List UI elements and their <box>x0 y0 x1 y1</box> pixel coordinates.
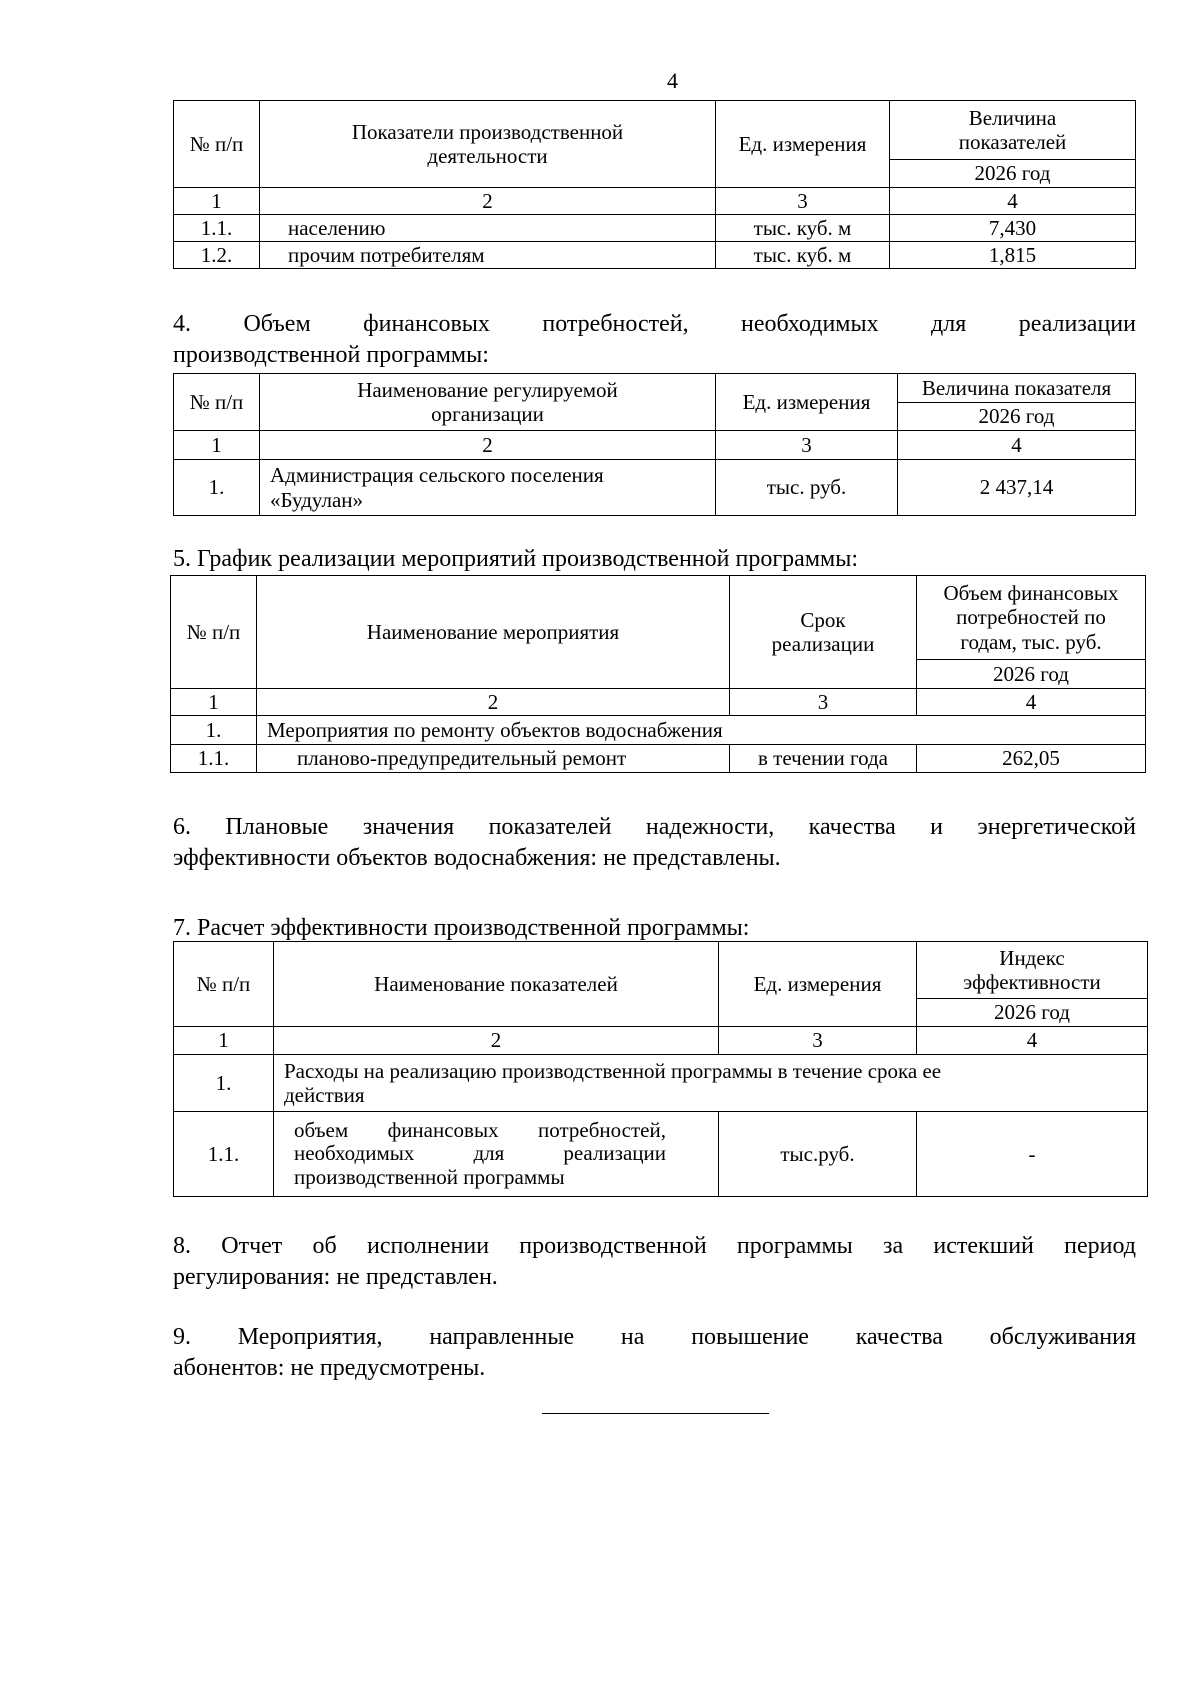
header-num: № п/п <box>174 942 274 1027</box>
column-number-row <box>174 431 1136 460</box>
header-unit: Ед. измерения <box>719 942 917 1027</box>
col-number: 4 <box>898 431 1136 460</box>
row-num: 1.2. <box>174 242 260 269</box>
header-name: Наименование мероприятия <box>257 576 730 689</box>
row-value: 2 437,14 <box>898 460 1136 516</box>
row-value: - <box>917 1112 1148 1197</box>
col-number: 3 <box>716 188 890 215</box>
col-number: 1 <box>174 1027 274 1055</box>
group-name: Мероприятия по ремонту объектов водоснабжения <box>257 716 1146 745</box>
row-unit: тыс.руб. <box>719 1112 917 1197</box>
col-number: 3 <box>730 689 917 716</box>
row-org-line1: Администрация сельского поселения <box>270 463 604 488</box>
column-number-row <box>171 689 1146 716</box>
section9-line1: 9. Мероприятия, направленные на повышение качества обслуживания <box>173 1324 1136 1350</box>
group-num: 1. <box>171 716 257 745</box>
col-number: 2 <box>260 188 716 215</box>
section6-text <box>173 812 1136 874</box>
row-num: 1.1. <box>174 1112 274 1197</box>
row-num: 1. <box>174 460 260 516</box>
header-num: № п/п <box>174 374 260 431</box>
header-name: Наименование показателей <box>274 942 719 1027</box>
table-row <box>174 242 1136 269</box>
header-value: Величина показателя <box>898 374 1136 403</box>
col-number: 4 <box>917 1027 1148 1055</box>
table-row <box>171 745 1146 773</box>
row-name: прочим потребителям <box>260 242 716 269</box>
row-name-line3: производственной программы <box>294 1164 565 1189</box>
row-num: 1.1. <box>174 215 260 242</box>
section5-heading: 5. График реализации мероприятий производственной программы: <box>173 546 858 572</box>
header-unit: Ед. измерения <box>716 374 898 431</box>
section4-heading-line2: производственной программы: <box>173 342 489 368</box>
production-indicators-table <box>173 100 1136 269</box>
header-value-line2: потребностей по <box>956 605 1106 630</box>
header-index <box>917 942 1148 999</box>
group-row <box>174 1055 1148 1112</box>
section8-line2: регулирования: не представлен. <box>173 1264 498 1290</box>
row-name: населению <box>260 215 716 242</box>
table-row <box>174 460 1136 516</box>
column-number-row <box>174 188 1136 215</box>
row-name <box>274 1112 719 1197</box>
header-year: 2026 год <box>917 660 1146 689</box>
section9-line2: абонентов: не предусмотрены. <box>173 1355 486 1381</box>
header-num: № п/п <box>171 576 257 689</box>
section6-line2: эффективности объектов водоснабжения: не представлены. <box>173 845 781 871</box>
section8-text <box>173 1231 1136 1293</box>
header-unit: Ед. измерения <box>716 101 890 188</box>
header-term-line2: реализации <box>771 632 875 656</box>
page-number: 4 <box>667 68 678 93</box>
header-term <box>730 576 917 689</box>
header-value-line3: годам, тыс. руб. <box>960 629 1102 654</box>
header-value <box>917 576 1146 660</box>
row-value: 1,815 <box>890 242 1136 269</box>
section7-heading: 7. Расчет эффективности производственной программы: <box>173 915 750 941</box>
group-name-line1: Расходы на реализацию производственной программы в течение срока ее <box>284 1058 942 1083</box>
col-number: 1 <box>174 188 260 215</box>
row-name-line1: объем финансовых потребностей, <box>294 1118 666 1143</box>
row-unit: тыс. куб. м <box>716 242 890 269</box>
col-number: 4 <box>890 188 1136 215</box>
efficiency-table <box>173 941 1148 1197</box>
row-unit: тыс. руб. <box>716 460 898 516</box>
header-value-line2: показателей <box>958 130 1067 154</box>
row-num: 1.1. <box>171 745 257 773</box>
col-number: 1 <box>174 431 260 460</box>
header-num: № п/п <box>174 101 260 188</box>
header-indicator-line2: деятельности <box>427 144 548 168</box>
col-number: 2 <box>257 689 730 716</box>
header-org <box>260 374 716 431</box>
column-number-row <box>174 1027 1148 1055</box>
header-value <box>890 101 1136 160</box>
end-divider <box>542 1413 769 1414</box>
table-row <box>174 215 1136 242</box>
header-year: 2026 год <box>917 999 1148 1027</box>
section8-line1: 8. Отчет об исполнении производственной программы за истекший период <box>173 1233 1136 1259</box>
header-year: 2026 год <box>898 403 1136 431</box>
section4-heading-line1: 4. Объем финансовых потребностей, необходимых для реализации <box>173 311 1136 337</box>
row-name-line2: необходимых для реализации <box>294 1141 666 1166</box>
group-num: 1. <box>174 1055 274 1112</box>
group-name-line2: действия <box>284 1083 365 1107</box>
header-indicator-line1: Показатели производственной <box>351 119 624 144</box>
header-value-line1: Величина <box>968 105 1057 130</box>
group-name <box>274 1055 1148 1112</box>
section4-heading <box>173 309 1136 371</box>
row-org <box>260 460 716 516</box>
col-number: 3 <box>719 1027 917 1055</box>
table-row <box>174 1112 1148 1197</box>
row-unit: тыс. куб. м <box>716 215 890 242</box>
header-value-line1: Объем финансовых <box>943 581 1119 606</box>
col-number: 3 <box>716 431 898 460</box>
header-index-line2: эффективности <box>963 970 1101 994</box>
col-number: 4 <box>917 689 1146 716</box>
row-term: в течении года <box>730 745 917 773</box>
col-number: 1 <box>171 689 257 716</box>
financial-needs-table <box>173 373 1136 516</box>
col-number: 2 <box>260 431 716 460</box>
header-org-line2: организации <box>431 402 544 426</box>
row-org-line2: «Будулан» <box>270 487 364 512</box>
header-year: 2026 год <box>890 160 1136 188</box>
section6-line1: 6. Плановые значения показателей надежности, качества и энергетической <box>173 814 1136 840</box>
activities-schedule-table <box>170 575 1146 773</box>
row-value: 7,430 <box>890 215 1136 242</box>
row-value: 262,05 <box>917 745 1146 773</box>
row-name: планово-предупредительный ремонт <box>257 745 730 773</box>
col-number: 2 <box>274 1027 719 1055</box>
header-term-line1: Срок <box>800 607 846 632</box>
header-org-line1: Наименование регулируемой <box>357 377 618 402</box>
header-index-line1: Индекс <box>999 945 1065 970</box>
group-row <box>171 716 1146 745</box>
section9-text <box>173 1322 1136 1384</box>
header-indicator <box>260 101 716 188</box>
